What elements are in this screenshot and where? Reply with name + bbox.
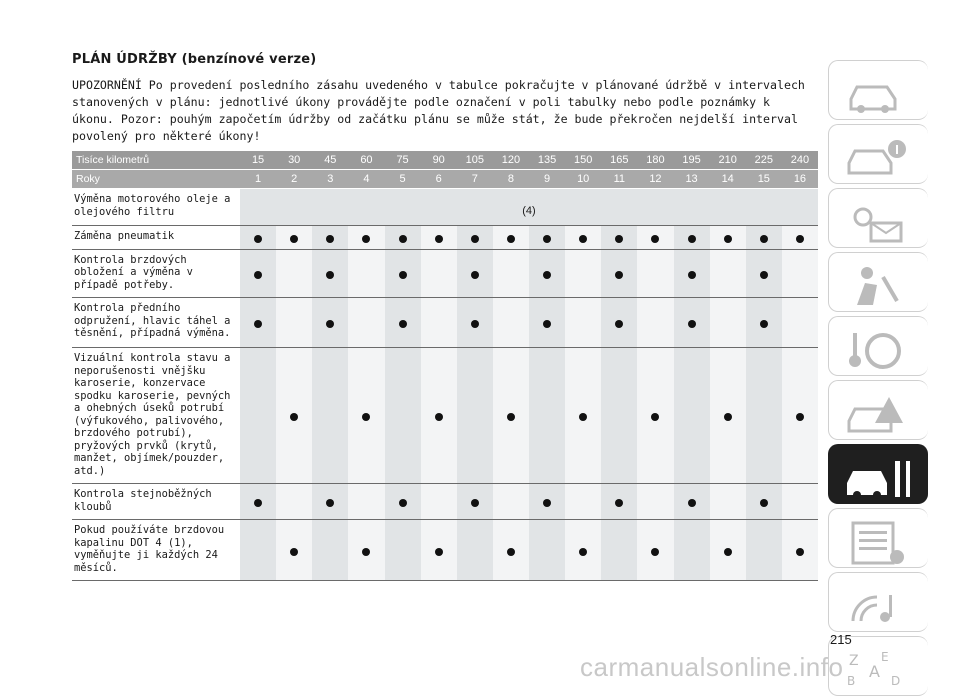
interval-cell (565, 249, 601, 298)
interval-cell (493, 520, 529, 581)
years-header-cell: 8 (493, 170, 529, 189)
interval-cell (493, 484, 529, 520)
chapter-tab[interactable] (828, 572, 928, 632)
interval-cell (240, 298, 276, 348)
years-header-cell: 10 (565, 170, 601, 189)
interval-cell (746, 226, 782, 250)
alphabetical-index-icon (843, 645, 913, 693)
svg-text:D: D (891, 674, 901, 688)
interval-cell (457, 298, 493, 348)
interval-cell (276, 520, 312, 581)
table-row (72, 298, 818, 348)
service-mark (579, 413, 587, 421)
interval-cell (421, 348, 457, 484)
km-header-cell: 105 (457, 151, 493, 170)
chapter-tab[interactable] (828, 60, 928, 120)
interval-cell (782, 298, 818, 348)
task-label: Kontrola brzdových obložení a výměna v případě potřeby. (72, 249, 240, 298)
interval-cell (385, 249, 421, 298)
km-header-cell: 150 (565, 151, 601, 170)
interval-cell (240, 348, 276, 484)
km-header-cell: 75 (385, 151, 421, 170)
chapter-tab[interactable] (828, 252, 928, 312)
service-mark (399, 271, 407, 279)
years-header-cell: 6 (421, 170, 457, 189)
service-mark (796, 235, 804, 243)
interval-cell (674, 298, 710, 348)
technical-data-icon (843, 517, 913, 565)
task-label: Vizuální kontrola stavu a neporušenosti vnějšku karoserie, konzervace spodku karoserie, pevných a ohebných úseků potrubí (výfukového, palivového, brzdového potrubí), pryžových prvků (krytů, manžet, objímek/pouzder, atd.) (72, 348, 240, 484)
interval-cell (746, 520, 782, 581)
service-mark (615, 235, 623, 243)
service-mark (579, 548, 587, 556)
interval-cell (601, 520, 637, 581)
service-mark (507, 548, 515, 556)
interval-cell (710, 249, 746, 298)
interval-cell (457, 249, 493, 298)
service-mark (254, 320, 262, 328)
interval-cell (710, 484, 746, 520)
interval-cell (240, 520, 276, 581)
service-mark (688, 271, 696, 279)
km-header-cell: 15 (240, 151, 276, 170)
service-mark (724, 235, 732, 243)
service-mark (254, 499, 262, 507)
watermark: carmanualsonline.info (580, 652, 844, 682)
interval-cell (746, 249, 782, 298)
km-header-cell: 240 (782, 151, 818, 170)
interval-cell (674, 484, 710, 520)
interval-cell (276, 226, 312, 250)
service-mark (579, 235, 587, 243)
service-mark (543, 271, 551, 279)
table-row (72, 348, 818, 484)
interval-cell (529, 298, 565, 348)
interval-cell (312, 484, 348, 520)
svg-text:E: E (881, 650, 889, 664)
interval-cell (529, 226, 565, 250)
service-mark (543, 235, 551, 243)
service-mark (796, 413, 804, 421)
chapter-tab[interactable] (828, 316, 928, 376)
interval-cell (348, 298, 384, 348)
service-mark (362, 548, 370, 556)
interval-cell (385, 520, 421, 581)
km-header-cell: 165 (601, 151, 637, 170)
interval-cell (457, 484, 493, 520)
interval-cell (312, 348, 348, 484)
service-mark (471, 320, 479, 328)
interval-cell (276, 348, 312, 484)
car-breakdown-icon (843, 389, 913, 437)
km-header-cell: 225 (746, 151, 782, 170)
chapter-tab[interactable] (828, 444, 928, 504)
service-mark (651, 548, 659, 556)
interval-cell (601, 484, 637, 520)
interval-cell (674, 348, 710, 484)
task-label: Záměna pneumatik (72, 226, 240, 250)
service-mark (362, 413, 370, 421)
interval-cell (637, 484, 673, 520)
years-header-cell: 2 (276, 170, 312, 189)
interval-cell (529, 348, 565, 484)
interval-cell (601, 226, 637, 250)
interval-cell (385, 484, 421, 520)
maintenance-table (72, 151, 818, 581)
service-mark (507, 235, 515, 243)
years-header-cell: 12 (637, 170, 673, 189)
chapter-tab[interactable] (828, 124, 928, 184)
svg-text:Z: Z (849, 653, 859, 669)
interval-cell (276, 298, 312, 348)
service-mark (435, 548, 443, 556)
interval-cell (385, 226, 421, 250)
km-header-cell: 180 (637, 151, 673, 170)
km-header-cell: 195 (674, 151, 710, 170)
service-mark (615, 320, 623, 328)
service-mark (760, 499, 768, 507)
interval-cell (710, 298, 746, 348)
years-header-cell: 4 (348, 170, 384, 189)
interval-cell (710, 520, 746, 581)
years-header-cell: 11 (601, 170, 637, 189)
interval-cell (601, 249, 637, 298)
chapter-tab[interactable] (828, 508, 928, 568)
years-header-row (72, 170, 818, 189)
service-mark (326, 271, 334, 279)
service-mark (471, 499, 479, 507)
service-mark (399, 235, 407, 243)
task-label: Pokud používáte brzdovou kapalinu DOT 4 (1), vyměňujte ji každých 24 měsíců. (72, 520, 240, 581)
interval-cell (348, 226, 384, 250)
km-header-label: Tisíce kilometrů (72, 151, 240, 170)
service-mark (543, 320, 551, 328)
service-mark (254, 271, 262, 279)
service-mark (254, 235, 262, 243)
steering-wheel-key-icon (843, 325, 913, 373)
service-mark (507, 413, 515, 421)
interval-cell (601, 348, 637, 484)
interval-cell (782, 520, 818, 581)
service-mark (760, 235, 768, 243)
car-maintenance-icon (843, 453, 913, 501)
interval-cell (421, 484, 457, 520)
interval-cell (312, 298, 348, 348)
warning-paragraph: UPOZORNĚNÍ Po provedení posledního zásahu uvedeného v tabulce pokračujte v plánované údržbě v intervalech stanovených v plánu: jednotlivé úkony provádějte podle označení v poli tabulky nebo podle poznámky k úkonu. Pozor: pouhým započetím údržby od začátku plánu se může stát, že bude překročen nejdelší interval povolený pro některé úkony! (72, 78, 805, 143)
interval-cell (782, 226, 818, 250)
interval-cell (421, 298, 457, 348)
interval-cell (348, 484, 384, 520)
interval-cell (276, 249, 312, 298)
service-mark (326, 235, 334, 243)
interval-cell (385, 298, 421, 348)
car-info-icon (843, 133, 913, 181)
service-mark (290, 413, 298, 421)
service-mark (688, 320, 696, 328)
page-number: 215 (830, 632, 852, 647)
years-header-label: Roky (72, 170, 240, 189)
multimedia-icon (843, 581, 913, 629)
service-mark (651, 235, 659, 243)
task-label: Kontrola stejnoběžných kloubů (72, 484, 240, 520)
interval-cell (565, 484, 601, 520)
interval-cell (637, 226, 673, 250)
service-mark (435, 235, 443, 243)
interval-cell (674, 520, 710, 581)
table-row (72, 520, 818, 581)
interval-cell (674, 226, 710, 250)
interval-cell (529, 249, 565, 298)
table-row (72, 189, 818, 226)
years-header-cell: 14 (710, 170, 746, 189)
service-mark (290, 235, 298, 243)
interval-cell (782, 249, 818, 298)
km-header-cell: 60 (348, 151, 384, 170)
service-mark (471, 271, 479, 279)
interval-cell (312, 249, 348, 298)
car-dashboard-icon (843, 69, 913, 117)
service-mark (399, 320, 407, 328)
airbag-person-icon (843, 261, 913, 309)
page-title: PLÁN ÚDRŽBY (benzínové verze) (72, 52, 317, 67)
interval-cell (348, 249, 384, 298)
interval-cell (240, 484, 276, 520)
interval-cell (565, 298, 601, 348)
interval-cell (421, 249, 457, 298)
chapter-tab[interactable] (828, 188, 928, 248)
note-cell: (4) (240, 189, 818, 226)
interval-cell (565, 348, 601, 484)
years-header-cell: 1 (240, 170, 276, 189)
service-mark (760, 271, 768, 279)
km-header-cell: 45 (312, 151, 348, 170)
interval-cell (601, 298, 637, 348)
chapter-tab[interactable] (828, 380, 928, 440)
km-header-row (72, 151, 818, 170)
interval-cell (782, 348, 818, 484)
interval-cell (637, 348, 673, 484)
service-mark (724, 548, 732, 556)
interval-cell (421, 226, 457, 250)
interval-cell (710, 226, 746, 250)
interval-cell (565, 520, 601, 581)
years-header-cell: 15 (746, 170, 782, 189)
interval-cell (746, 348, 782, 484)
task-label: Kontrola předního odpružení, hlavic táhel a těsnění, případná výměna. (72, 298, 240, 348)
interval-cell (457, 348, 493, 484)
service-mark (651, 413, 659, 421)
interval-cell (674, 249, 710, 298)
km-header-cell: 30 (276, 151, 312, 170)
km-header-cell: 135 (529, 151, 565, 170)
interval-cell (348, 348, 384, 484)
interval-cell (637, 298, 673, 348)
interval-cell (529, 484, 565, 520)
interval-cell (348, 520, 384, 581)
km-header-cell: 90 (421, 151, 457, 170)
interval-cell (746, 484, 782, 520)
interval-cell (493, 249, 529, 298)
interval-cell (710, 348, 746, 484)
service-mark (471, 235, 479, 243)
interval-cell (312, 520, 348, 581)
service-mark (435, 413, 443, 421)
interval-cell (637, 520, 673, 581)
service-mark (399, 499, 407, 507)
years-header-cell: 5 (385, 170, 421, 189)
years-header-cell: 7 (457, 170, 493, 189)
service-mark (615, 499, 623, 507)
interval-cell (457, 226, 493, 250)
interval-cell (457, 520, 493, 581)
warning-lights-message-icon (843, 197, 913, 245)
service-mark (362, 235, 370, 243)
interval-cell (493, 348, 529, 484)
service-mark (615, 271, 623, 279)
interval-cell (276, 484, 312, 520)
km-header-cell: 210 (710, 151, 746, 170)
years-header-cell: 3 (312, 170, 348, 189)
interval-cell (782, 484, 818, 520)
service-mark (326, 499, 334, 507)
service-mark (688, 235, 696, 243)
service-mark (326, 320, 334, 328)
interval-cell (493, 298, 529, 348)
interval-cell (240, 226, 276, 250)
interval-cell (421, 520, 457, 581)
service-mark (688, 499, 696, 507)
years-header-cell: 13 (674, 170, 710, 189)
service-mark (724, 413, 732, 421)
service-mark (543, 499, 551, 507)
years-header-cell: 9 (529, 170, 565, 189)
interval-cell (312, 226, 348, 250)
interval-cell (637, 249, 673, 298)
table-row (72, 226, 818, 250)
svg-text:A: A (869, 662, 880, 681)
km-header-cell: 120 (493, 151, 529, 170)
service-mark (760, 320, 768, 328)
service-mark (290, 548, 298, 556)
svg-text:B: B (847, 674, 856, 688)
interval-cell (493, 226, 529, 250)
task-label: Výměna motorového oleje a olejového filtru (72, 189, 240, 226)
interval-cell (385, 348, 421, 484)
table-row (72, 484, 818, 520)
table-row (72, 249, 818, 298)
interval-cell (240, 249, 276, 298)
interval-cell (565, 226, 601, 250)
interval-cell (529, 520, 565, 581)
service-mark (796, 548, 804, 556)
interval-cell (746, 298, 782, 348)
years-header-cell: 16 (782, 170, 818, 189)
